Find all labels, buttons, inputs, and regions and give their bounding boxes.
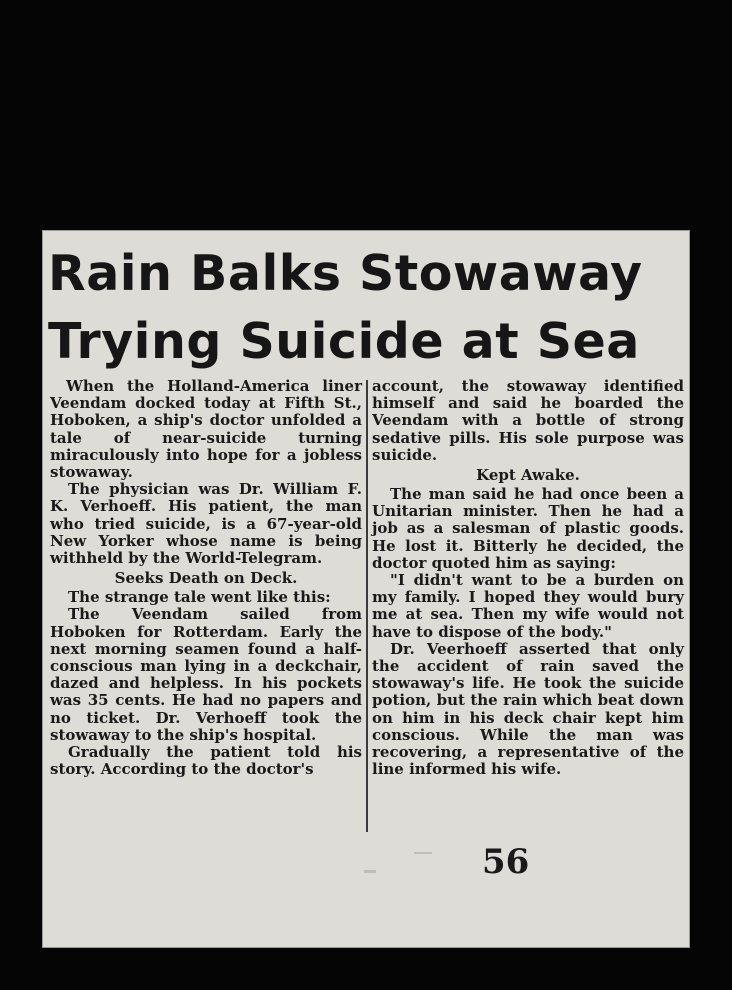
print-speck [414,852,432,854]
headline-line-2: Trying Suicide at Sea [48,313,640,370]
left-column [50,378,362,778]
right-column [372,378,684,778]
right-paragraph-1: account, the stowaway identified himself and said he boarded the Veendam with a bottle of strong sedative pills. His sole purpose was suicide. [372,377,684,464]
left-paragraph-4: The Veendam sailed from Hoboken for Rotterdam. Early the next morning seamen found a half-conscious man lying in a deckchair, dazed and helpless. In his pockets was 35 cents. He had no papers and no ticket. Dr. Verhoeff took the stowaway to the ship's hospital. [50,605,362,744]
newspaper-clipping [42,230,690,948]
left-paragraph-5: Gradually the patient told his story. According to the doctor's [50,743,362,779]
column-divider [366,380,368,832]
left-paragraph-3: The strange tale went like this: [68,588,331,607]
left-paragraph-2: The physician was Dr. William F. K. Verhoeff. His patient, the man who tried suicide, is a 67-year-old New Yorker whose name is being withheld by the World-Telegram. [50,480,362,568]
right-paragraph-3: "I didn't want to be a burden on my family. I hoped they would bury me at sea. Then my wife would not have to dispose of the body." [372,571,684,641]
right-paragraph-2: The man said he had once been a Unitarian minister. Then he had a job as a salesman of plastic goods. He lost it. Bitterly he decided, the doctor quoted him as saying: [372,485,684,572]
subhead-kept-awake: Kept Awake. [476,466,580,485]
page-number: 56 [482,842,530,882]
headline-line-1: Rain Balks Stowaway [48,245,643,302]
subhead-seeks-death: Seeks Death on Deck. [114,569,298,588]
right-paragraph-4: Dr. Veerhoeff asserted that only the accident of rain saved the stowaway's life. He took the suicide potion, but the rain which beat down on him in his deck chair kept him conscious. While the man was recovering, a representative of the line informed his wife. [372,639,684,779]
left-paragraph-1: When the Holland-America liner Veendam docked today at Fifth St., Hoboken, a ship's doctor unfolded a tale of near-suicide turning miraculously into hope for a jobless stowaway. [50,377,362,482]
print-speck [364,870,376,873]
